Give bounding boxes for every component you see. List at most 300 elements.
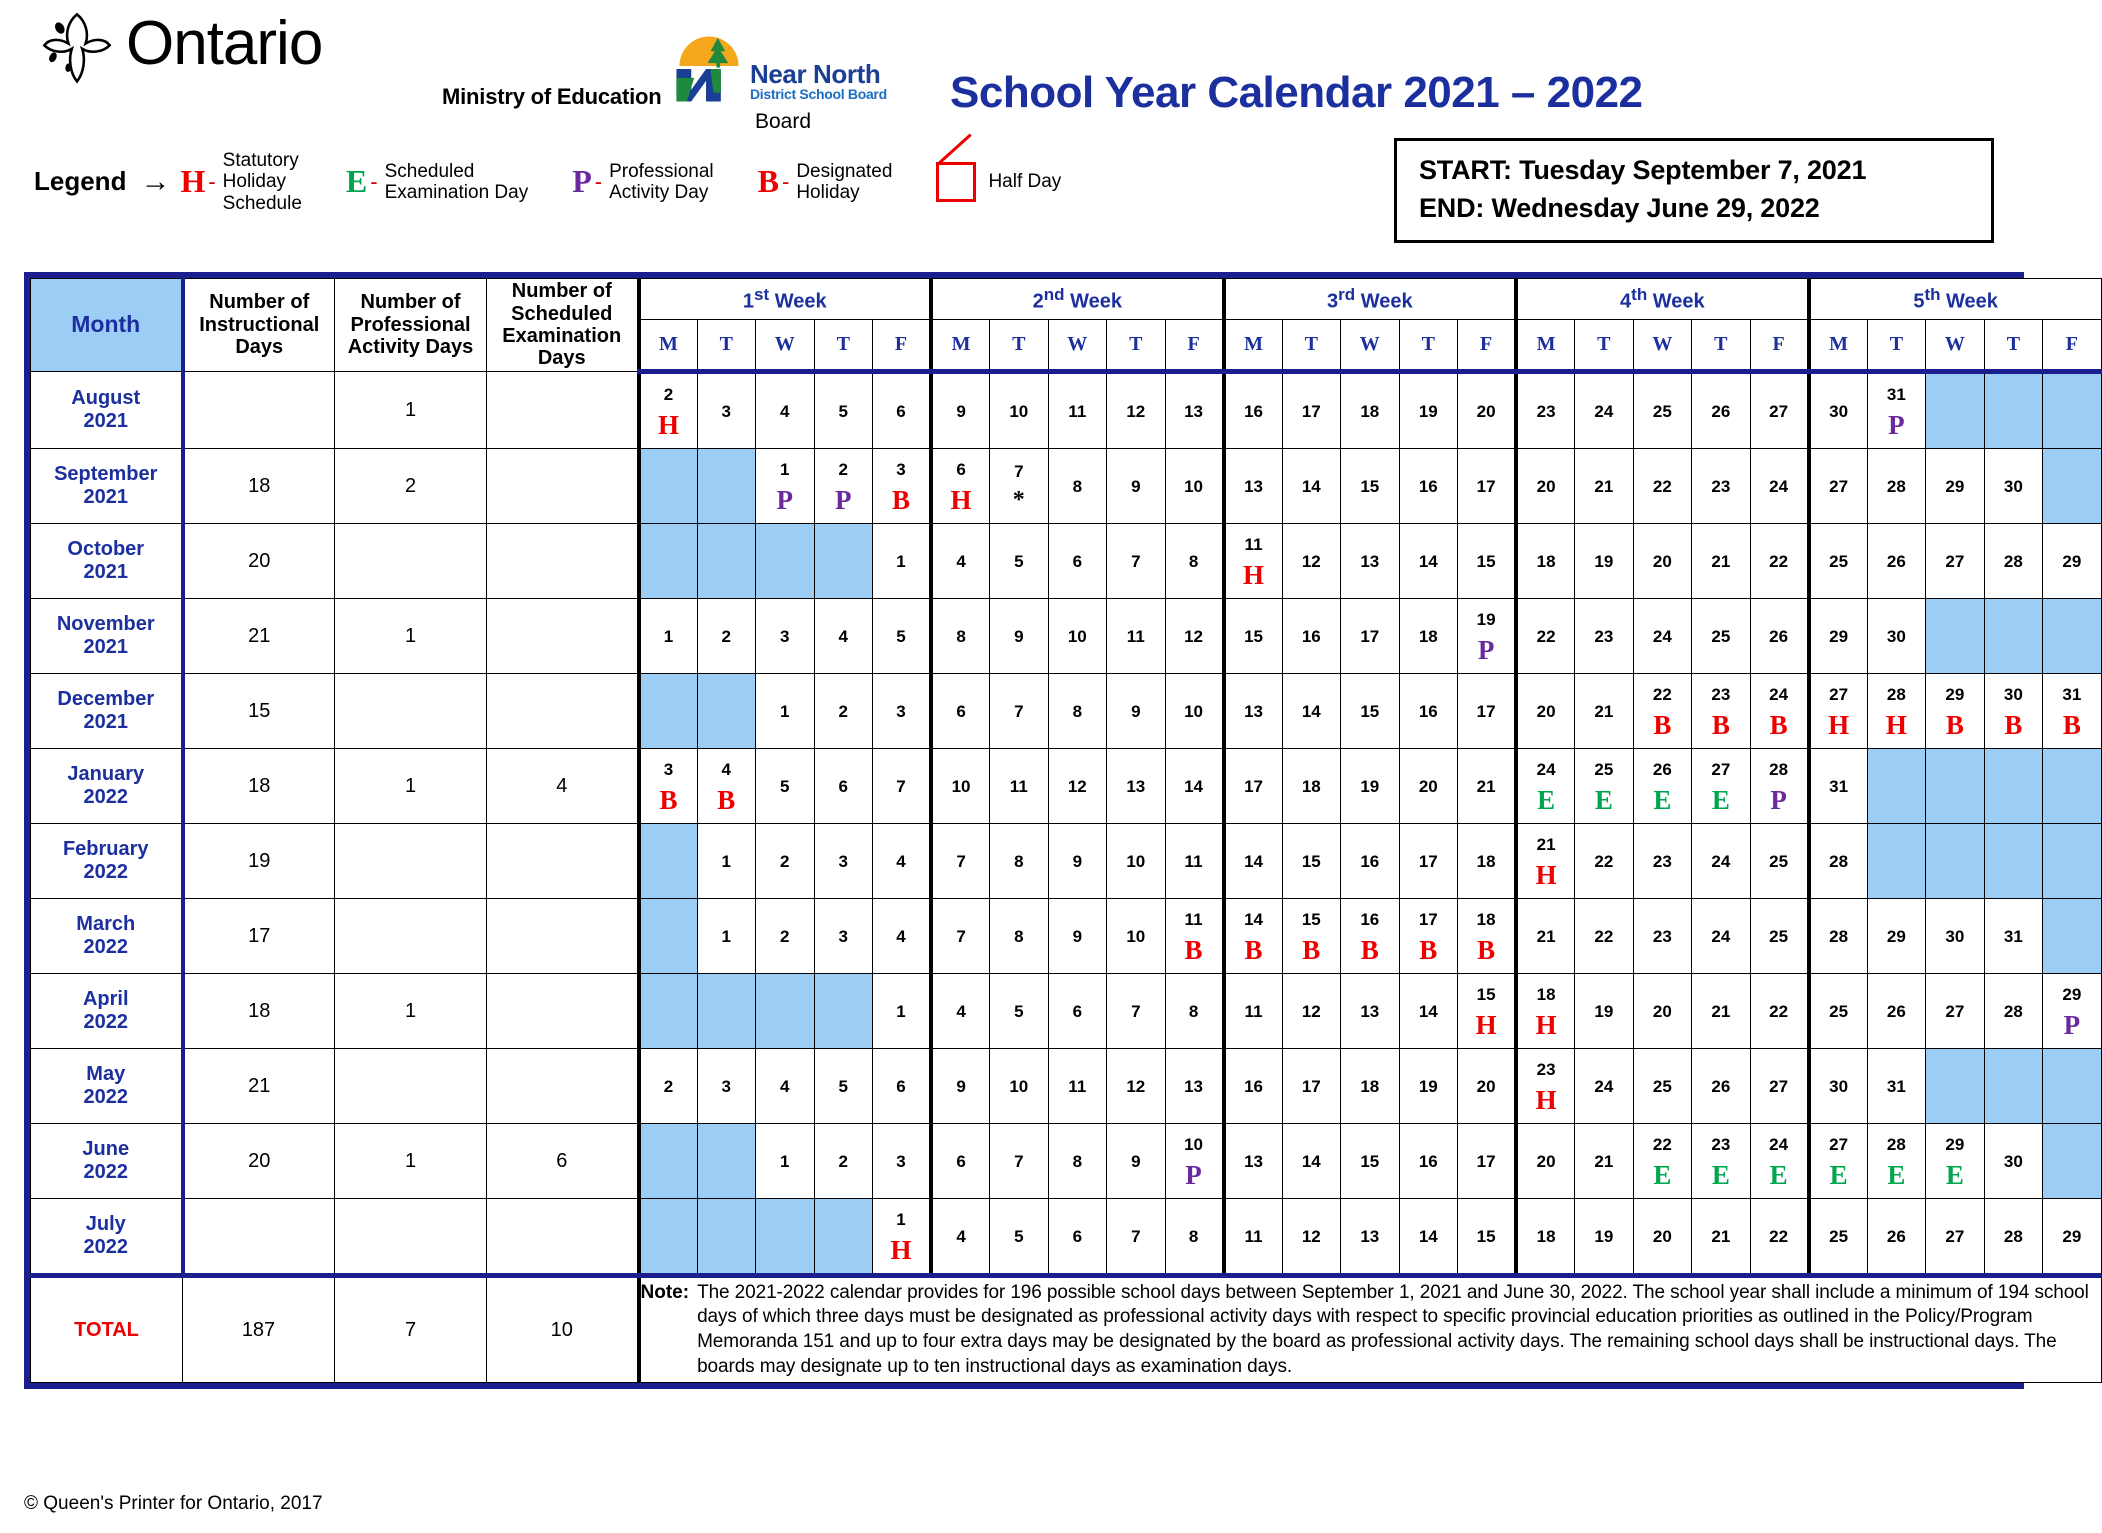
day-number: 6 [956,702,966,722]
instructional-days-cell: 19 [183,824,335,899]
day-cell [1282,674,1341,749]
day-number: 13 [1244,477,1263,497]
dow-header-w1-5: F [873,320,932,372]
legend-key-b: B [757,163,779,200]
copyright-notice: © Queen's Printer for Ontario, 2017 [24,1493,323,1514]
day-number: 6 [896,1077,906,1097]
day-marker-B: B [1184,934,1203,965]
day-cell [1809,599,1868,674]
day-cell [1165,1124,1224,1199]
day-cell-empty [2043,372,2102,449]
day-cell [1048,599,1107,674]
day-number: 21 [1711,552,1731,572]
day-cell [1516,599,1575,674]
day-number: 3 [896,1152,906,1172]
day-cell [756,899,815,974]
day-number: 4 [896,852,906,872]
day-cell-empty [697,974,756,1049]
day-number: 27 [1769,1077,1789,1097]
dow-header-w4-2: T [1575,320,1634,372]
day-number: 11 [1244,535,1263,555]
day-number: 4 [780,402,790,422]
month-cell: May 2022 [31,1049,183,1124]
day-cell [1692,372,1751,449]
day-cell [1575,674,1634,749]
day-number: 15 [1301,910,1321,930]
day-cell [1926,1124,1985,1199]
day-cell [697,824,756,899]
day-number: 7 [1014,702,1024,722]
day-marker-B: B [1769,709,1788,740]
day-marker-H: H [1828,709,1850,740]
near-north-logo [672,32,902,134]
day-number: 12 [1301,552,1321,572]
day-cell [990,749,1049,824]
day-cell [1224,899,1283,974]
day-cell [1926,899,1985,974]
day-marker-P: P [835,484,852,515]
day-number: 13 [1126,777,1146,797]
day-cell [931,372,990,449]
day-number: 15 [1244,627,1263,647]
day-number: 10 [1067,627,1087,647]
day-cell [1575,974,1634,1049]
day-cell [1809,749,1868,824]
day-cell [1867,1049,1926,1124]
day-cell [1341,899,1400,974]
calendar-body [31,372,2102,1383]
day-number: 17 [1244,777,1263,797]
day-cell [873,449,932,524]
day-number: 9 [1014,627,1024,647]
day-cell [1984,449,2043,524]
instructional-days-cell: 21 [183,599,335,674]
month-cell: October 2021 [31,524,183,599]
day-cell [1575,372,1634,449]
day-cell [1926,449,1985,524]
day-number: 2 [780,927,790,947]
day-cell [1516,449,1575,524]
day-number: 4 [780,1077,790,1097]
day-cell-empty [1926,824,1985,899]
day-number: 2 [838,702,848,722]
day-cell [1224,1049,1283,1124]
day-marker-B: B [1945,709,1964,740]
calendar-row [31,974,2102,1049]
day-marker-B: B [2004,709,2023,740]
day-cell [1692,749,1751,824]
day-cell [1341,449,1400,524]
day-cell [1107,524,1166,599]
day-marker-H: H [950,484,972,515]
day-cell [1458,974,1517,1049]
day-cell [873,1124,932,1199]
day-cell [1750,674,1809,749]
month-cell: August 2021 [31,372,183,449]
day-number: 29 [2062,552,2082,572]
day-number: 15 [1360,477,1380,497]
day-cell [990,599,1049,674]
day-number: 8 [1014,852,1024,872]
day-cell [1575,899,1634,974]
day-cell [1633,1049,1692,1124]
day-cell [1399,1199,1458,1276]
day-number: 5 [1014,552,1024,572]
day-cell-empty [697,1124,756,1199]
legend-dash: - [594,168,603,194]
day-cell [1809,449,1868,524]
day-cell [639,749,698,824]
day-cell [1048,674,1107,749]
month-cell: December 2021 [31,674,183,749]
day-cell [1692,599,1751,674]
day-cell [1458,824,1517,899]
legend-key-p: P [572,163,592,200]
day-number: 26 [1652,760,1672,780]
day-cell [814,899,873,974]
day-number: 23 [1711,1135,1731,1155]
day-marker-B: B [1653,709,1672,740]
day-cell [873,599,932,674]
professional-activity-days-cell: 1 [335,974,487,1049]
day-number: 6 [838,777,848,797]
day-cell [1867,372,1926,449]
day-number: 25 [1769,852,1789,872]
day-number: 6 [1072,1227,1083,1247]
legend-key-e: E [345,163,368,200]
day-cell [1048,1124,1107,1199]
day-cell [1341,1199,1400,1276]
day-cell [931,824,990,899]
day-number: 28 [2003,1002,2023,1022]
day-cell [1165,1049,1224,1124]
day-cell [1165,824,1224,899]
day-cell [1516,824,1575,899]
month-cell: July 2022 [31,1199,183,1276]
dow-header-w4-4: T [1692,320,1751,372]
day-number: 25 [1829,1227,1849,1247]
day-number: 28 [1829,927,1849,947]
day-cell [1633,824,1692,899]
day-cell [1809,974,1868,1049]
day-marker-B: B [1477,934,1496,965]
day-cell [1750,1049,1809,1124]
day-number: 12 [1301,1227,1321,1247]
day-cell [1516,1199,1575,1276]
day-number: 30 [1945,927,1965,947]
day-cell [1809,674,1868,749]
day-cell [1341,1124,1400,1199]
day-marker-B: B [659,784,678,815]
header-row-1 [31,279,2102,320]
day-number: 16 [1244,1077,1263,1097]
day-number: 12 [1126,1077,1146,1097]
day-cell [1341,824,1400,899]
day-number: 6 [956,1152,966,1172]
day-number: 27 [1711,760,1731,780]
day-cell [1516,372,1575,449]
day-cell [1458,1199,1517,1276]
professional-activity-days-cell [335,899,487,974]
day-cell [1867,674,1926,749]
day-number: 4 [896,927,906,947]
day-cell [1750,599,1809,674]
day-cell [1575,1124,1634,1199]
day-number: 26 [1711,1077,1731,1097]
dow-header-w5-2: T [1867,320,1926,372]
day-cell [931,974,990,1049]
day-cell [1458,599,1517,674]
day-number: 27 [1945,1227,1965,1247]
day-number: 16 [1301,627,1321,647]
examination-days-cell [487,449,639,524]
day-number: 13 [1360,1002,1380,1022]
day-cell-empty [2043,749,2102,824]
day-cell [1165,372,1224,449]
day-number: 24 [1769,1135,1789,1155]
day-number: 17 [1301,1077,1321,1097]
day-cell [1048,974,1107,1049]
day-cell [756,674,815,749]
legend-label-professional-activity-day: Professional Activity Day [609,160,714,203]
dow-header-w2-4: T [1107,320,1166,372]
note-label: Note: [640,1281,690,1303]
professional-activity-days-cell [335,1049,487,1124]
day-number: 26 [1886,1002,1906,1022]
day-cell [639,372,698,449]
day-number: 2 [838,1152,848,1172]
day-number: 19 [1594,1002,1614,1022]
day-number: 5 [838,402,848,422]
month-cell: April 2022 [31,974,183,1049]
half-day-box-icon [936,162,976,202]
month-cell: March 2022 [31,899,183,974]
day-cell [1107,824,1166,899]
week-header-4: 4th Week [1516,279,1809,320]
day-cell [1867,599,1926,674]
day-number: 31 [1886,1077,1906,1097]
column-header-examination-days: Number of Scheduled Examination Days [487,279,639,372]
day-number: 15 [1476,552,1496,572]
day-cell [1399,449,1458,524]
day-cell [1282,1199,1341,1276]
day-cell [1575,824,1634,899]
day-number: 29 [1945,477,1965,497]
examination-days-cell [487,1199,639,1276]
day-cell [990,1199,1049,1276]
dow-header-w5-3: W [1926,320,1985,372]
legend-item-professional-activity-day [572,161,713,204]
day-cell [1516,674,1575,749]
day-number: 16 [1418,1152,1438,1172]
legend-item-examination-day [346,161,528,204]
day-cell [873,749,932,824]
day-cell [756,1124,815,1199]
day-cell-empty [1984,372,2043,449]
day-marker-E: E [1711,1159,1730,1190]
day-cell [1750,449,1809,524]
day-number: 13 [1184,1077,1203,1097]
professional-activity-days-cell [335,524,487,599]
day-cell [931,749,990,824]
calendar-row [31,674,2102,749]
day-cell [1516,1124,1575,1199]
dow-header-w1-4: T [814,320,873,372]
day-cell-empty [639,674,698,749]
day-cell [1399,824,1458,899]
day-number: 8 [1014,927,1024,947]
board-label: Board [754,110,812,133]
day-number: 11 [1184,852,1203,872]
day-cell [1692,974,1751,1049]
professional-activity-days-cell [335,824,487,899]
day-cell [1224,449,1283,524]
day-cell-empty [1984,1049,2043,1124]
week-header-3: 3rd Week [1224,279,1517,320]
day-cell [1575,524,1634,599]
day-number: 22 [1536,627,1556,647]
month-cell: November 2021 [31,599,183,674]
day-number: 9 [1072,927,1083,947]
day-number: 20 [1536,1152,1556,1172]
day-cell [639,1049,698,1124]
day-cell [1516,1049,1575,1124]
day-cell [697,749,756,824]
day-cell-empty [639,1199,698,1276]
day-number: 8 [1072,477,1083,497]
day-cell [697,372,756,449]
day-cell [1984,1199,2043,1276]
day-number: 22 [1594,927,1614,947]
day-number: 7 [956,927,966,947]
day-number: 19 [1594,1227,1614,1247]
day-cell [1399,1124,1458,1199]
day-number: 22 [1652,1135,1672,1155]
day-cell [1575,1199,1634,1276]
day-cell [814,824,873,899]
day-cell-empty [1984,824,2043,899]
dow-header-w3-3: W [1341,320,1400,372]
day-number: 20 [1652,1227,1672,1247]
day-cell [873,372,932,449]
day-cell [990,524,1049,599]
total-professional-activity-days: 7 [335,1276,487,1383]
day-number: 9 [956,1077,966,1097]
day-cell [1165,899,1224,974]
day-cell-empty [2043,1124,2102,1199]
day-number: 22 [1652,685,1672,705]
day-cell [1107,1124,1166,1199]
day-number: 14 [1418,1227,1438,1247]
day-number: 11 [1244,1002,1263,1022]
day-marker-H: H [1243,559,1265,590]
day-number: 6 [1072,1002,1083,1022]
day-cell-empty [639,449,698,524]
day-cell [1107,1199,1166,1276]
day-cell [1809,1124,1868,1199]
day-cell [873,974,932,1049]
day-number: 17 [1360,627,1380,647]
day-number: 24 [1652,627,1672,647]
day-number: 8 [956,627,966,647]
dow-header-w4-1: M [1516,320,1575,372]
day-cell [1516,524,1575,599]
examination-days-cell [487,674,639,749]
day-number: 19 [1360,777,1380,797]
day-cell [814,1049,873,1124]
day-number: 17 [1476,702,1496,722]
day-cell [2043,1199,2102,1276]
day-number: 26 [1711,402,1731,422]
dow-header-w1-2: T [697,320,756,372]
day-cell [1341,674,1400,749]
day-number: 25 [1594,760,1614,780]
day-number: 4 [956,1227,966,1247]
day-cell [756,824,815,899]
examination-days-cell [487,1049,639,1124]
day-cell [1048,449,1107,524]
calendar-row [31,749,2102,824]
start-date: START: Tuesday September 7, 2021 [1419,155,1867,185]
day-cell [873,524,932,599]
day-number: 19 [1476,610,1496,630]
day-marker-B: B [1244,934,1263,965]
day-number: 5 [780,777,790,797]
day-cell [1809,372,1868,449]
day-cell [1633,372,1692,449]
day-marker-H: H [1885,709,1907,740]
day-number: 29 [1829,627,1849,647]
day-number: 23 [1711,685,1731,705]
day-number: 30 [2003,685,2023,705]
day-number: 1 [780,1152,790,1172]
professional-activity-days-cell [335,674,487,749]
day-number: 7 [1014,461,1024,481]
day-number: 22 [1769,1002,1789,1022]
legend-label-examination-day: Scheduled Examination Day [384,160,529,203]
day-number: 5 [1014,1227,1024,1247]
day-cell [1282,899,1341,974]
day-number: 3 [721,1077,731,1097]
day-cell [1165,674,1224,749]
day-cell [756,1049,815,1124]
day-number: 21 [1536,835,1556,855]
calendar-row [31,1124,2102,1199]
dow-header-w5-4: T [1984,320,2043,372]
day-cell [990,674,1049,749]
instructional-days-cell: 18 [183,449,335,524]
day-number: 15 [1360,1152,1380,1172]
day-cell [1692,824,1751,899]
day-cell [1575,749,1634,824]
dow-header-w1-1: M [639,320,698,372]
day-number: 29 [2062,1227,2082,1247]
day-number: 21 [1594,1152,1614,1172]
day-cell-empty [697,449,756,524]
day-cell [931,899,990,974]
day-cell-empty [1867,824,1926,899]
day-cell [990,1049,1049,1124]
day-cell [1399,524,1458,599]
dow-header-w5-5: F [2043,320,2102,372]
day-number: 31 [1829,777,1849,797]
day-cell [931,674,990,749]
day-number: 28 [1886,477,1906,497]
day-number: 28 [1886,685,1906,705]
day-number: 25 [1711,627,1731,647]
day-number: 8 [1188,1002,1199,1022]
day-number: 8 [1188,1227,1199,1247]
